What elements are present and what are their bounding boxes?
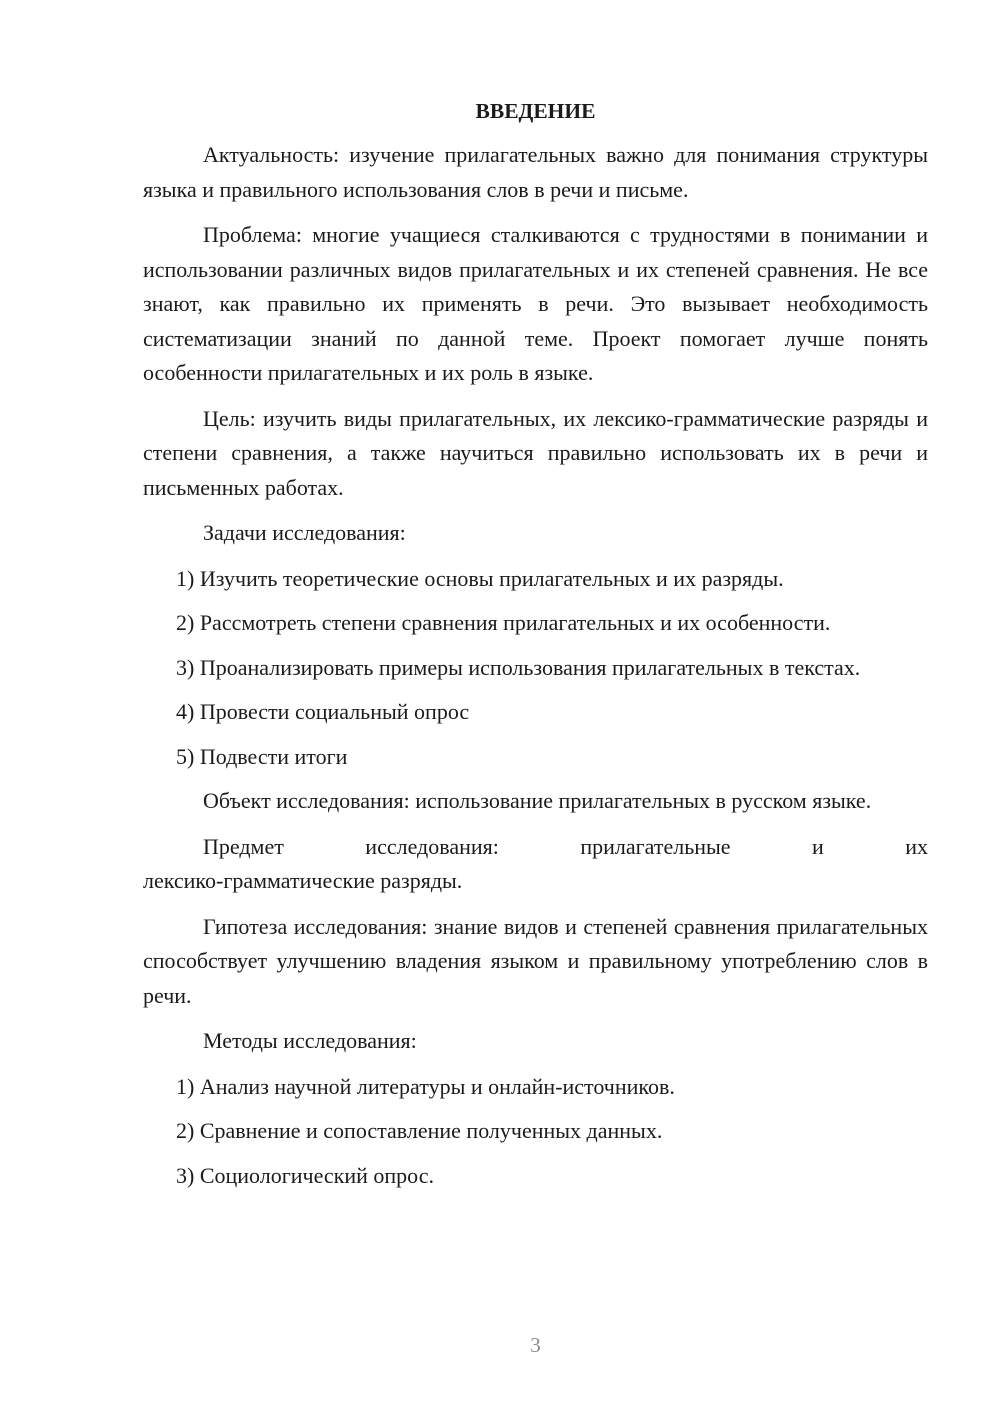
tasks-heading: Задачи исследования:: [203, 520, 406, 545]
subject-paragraph: [143, 830, 928, 899]
document-page: [143, 94, 928, 1203]
goal-paragraph: Цель: изучить виды прилагательных, их лексико-грамматические разряды и степени сравнения, а также научиться правильно использовать их в речи и письменных работах.: [143, 405, 928, 500]
task-item: 4) Провести социальный опрос: [176, 699, 470, 724]
task-item: 1) Изучить теоретические основы прилагательных и их разряды.: [176, 565, 784, 591]
page-title: ВВЕДЕНИЕ: [475, 99, 596, 123]
method-item: 3) Социологический опрос.: [176, 1162, 434, 1188]
task-item: 5) Подвести итоги: [176, 743, 348, 769]
page-number: 3: [530, 1333, 541, 1357]
task-item: 3) Проанализировать примеры использования прилагательных в текстах.: [176, 654, 861, 680]
hypothesis-paragraph: Гипотеза исследования: знание видов и степеней сравнения прилагательных способствует улучшению владения языком и правильному употреблению слов в речи.: [143, 913, 928, 1008]
method-item: 1) Анализ научной литературы и онлайн-источников.: [176, 1073, 675, 1099]
problem-paragraph: Проблема: многие учащиеся сталкиваются с трудностями в понимании и использовании различных видов прилагательных и их степеней сравнения. Не все знают, как правильно их применять в речи. Это вызывает необходимость систематизации знаний по данной теме. Проект помогает лучше понять особенности прилагательных и их роль в языке.: [143, 222, 928, 385]
subject-line: лексико-грамматические разряды.: [143, 868, 463, 893]
methods-heading: Методы исследования:: [203, 1028, 417, 1053]
relevance-paragraph: Актуальность: изучение прилагательных важно для понимания структуры языка и правильного использования слов в речи и письме.: [143, 142, 928, 202]
subject-line: Предмет исследования: прилагательные и их: [203, 833, 928, 859]
method-item: 2) Сравнение и сопоставление полученных данных.: [176, 1118, 663, 1143]
object-paragraph: Объект исследования: использование прилагательных в русском языке.: [203, 788, 872, 813]
task-item: 2) Рассмотреть степени сравнения прилагательных и их особенности.: [176, 610, 831, 635]
